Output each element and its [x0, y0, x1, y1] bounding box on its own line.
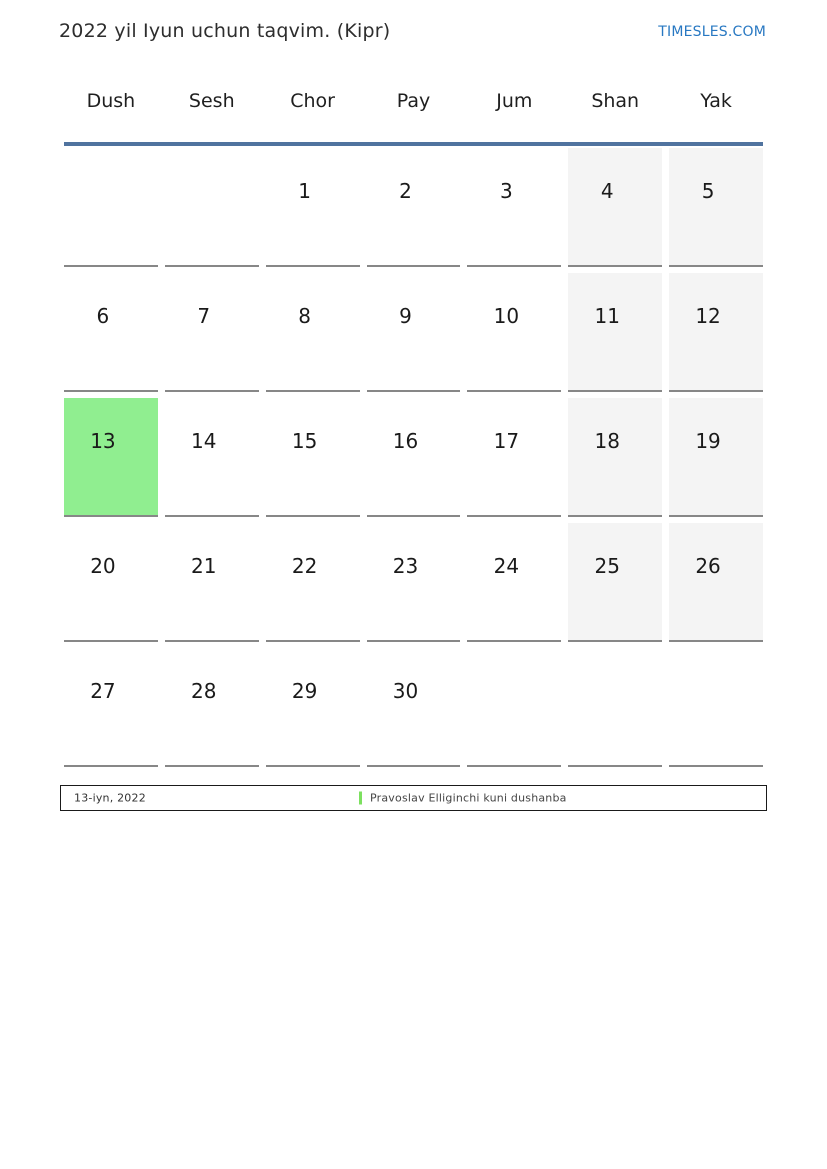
weekday-label-sesh: Sesh — [188, 90, 235, 112]
day-number: 14 — [191, 429, 217, 453]
legend-event-label: Pravoslav Elliginchi kuni dushanba — [370, 791, 567, 805]
site-link[interactable]: TIMESLES.COM — [658, 24, 766, 40]
day-number: 8 — [298, 304, 311, 328]
day-number — [64, 148, 158, 179]
day-number: 23 — [392, 554, 419, 578]
day-number: 21 — [191, 554, 217, 578]
day-number: 28 — [191, 679, 217, 703]
day-cell-15 — [266, 398, 360, 517]
day-cell-26 — [669, 523, 763, 642]
day-cell-empty — [669, 648, 763, 767]
day-cell-3 — [467, 148, 561, 267]
weekday-label-jum: Jum — [496, 90, 533, 112]
day-cell-14 — [165, 398, 259, 517]
day-cell-8 — [266, 273, 360, 392]
day-number: 13 — [90, 429, 116, 453]
calendar-grid — [64, 148, 763, 773]
day-number — [568, 648, 662, 679]
event-marker — [359, 792, 362, 805]
week-row — [64, 273, 763, 392]
day-number: 30 — [392, 679, 419, 703]
week-row — [64, 148, 763, 267]
day-cell-22 — [266, 523, 360, 642]
page-title: 2022 yil Iyun uchun taqvim. (Kipr) — [59, 20, 391, 42]
day-cell-29 — [266, 648, 360, 767]
day-cell-19 — [669, 398, 763, 517]
weekday-label-shan: Shan — [591, 90, 640, 112]
week-row — [64, 648, 763, 767]
day-number: 26 — [695, 554, 721, 578]
weekday-label-yak: Yak — [700, 90, 732, 112]
day-cell-13 — [64, 398, 158, 517]
day-number: 1 — [298, 179, 311, 203]
day-cell-20 — [64, 523, 158, 642]
day-number: 7 — [197, 304, 211, 328]
day-number — [165, 148, 259, 179]
day-number: 25 — [594, 554, 620, 578]
day-cell-18 — [568, 398, 662, 517]
day-cell-23 — [367, 523, 461, 642]
day-cell-4 — [568, 148, 662, 267]
week-row — [64, 523, 763, 642]
day-cell-empty — [165, 148, 259, 267]
weekday-header — [64, 90, 763, 112]
day-number: 12 — [695, 304, 721, 328]
day-cell-25 — [568, 523, 662, 642]
day-cell-16 — [367, 398, 461, 517]
day-number: 17 — [493, 429, 520, 453]
day-cell-7 — [165, 273, 259, 392]
legend-date: 13-iyn, 2022 — [74, 791, 146, 805]
day-number: 2 — [399, 179, 412, 203]
day-cell-27 — [64, 648, 158, 767]
day-number — [467, 648, 561, 679]
day-number: 18 — [594, 429, 620, 453]
day-cell-11 — [568, 273, 662, 392]
day-cell-12 — [669, 273, 763, 392]
day-number: 10 — [493, 304, 520, 328]
day-cell-2 — [367, 148, 461, 267]
day-number: 16 — [392, 429, 419, 453]
legend-event — [359, 792, 567, 805]
day-number: 4 — [600, 179, 614, 203]
day-number: 9 — [399, 304, 412, 328]
day-cell-10 — [467, 273, 561, 392]
day-number: 24 — [493, 554, 520, 578]
day-cell-empty — [568, 648, 662, 767]
header-underline — [64, 142, 763, 146]
day-cell-empty — [467, 648, 561, 767]
day-number: 3 — [499, 179, 513, 203]
legend-box — [60, 785, 767, 811]
weekday-label-pay: Pay — [396, 90, 431, 112]
week-row — [64, 398, 763, 517]
day-cell-17 — [467, 398, 561, 517]
day-number — [669, 648, 763, 679]
day-cell-1 — [266, 148, 360, 267]
day-number: 29 — [291, 679, 318, 703]
day-cell-5 — [669, 148, 763, 267]
day-cell-21 — [165, 523, 259, 642]
day-number: 27 — [90, 679, 116, 703]
day-cell-9 — [367, 273, 461, 392]
day-number: 19 — [695, 429, 721, 453]
day-cell-30 — [367, 648, 461, 767]
day-number: 11 — [594, 304, 620, 328]
day-number: 22 — [291, 554, 318, 578]
day-number: 5 — [701, 179, 715, 203]
day-number: 15 — [291, 429, 318, 453]
weekday-label-dush: Dush — [86, 90, 136, 112]
day-number: 20 — [90, 554, 116, 578]
day-cell-empty — [64, 148, 158, 267]
day-cell-24 — [467, 523, 561, 642]
day-cell-6 — [64, 273, 158, 392]
weekday-label-chor: Chor — [290, 90, 335, 112]
day-number: 6 — [96, 304, 110, 328]
day-cell-28 — [165, 648, 259, 767]
